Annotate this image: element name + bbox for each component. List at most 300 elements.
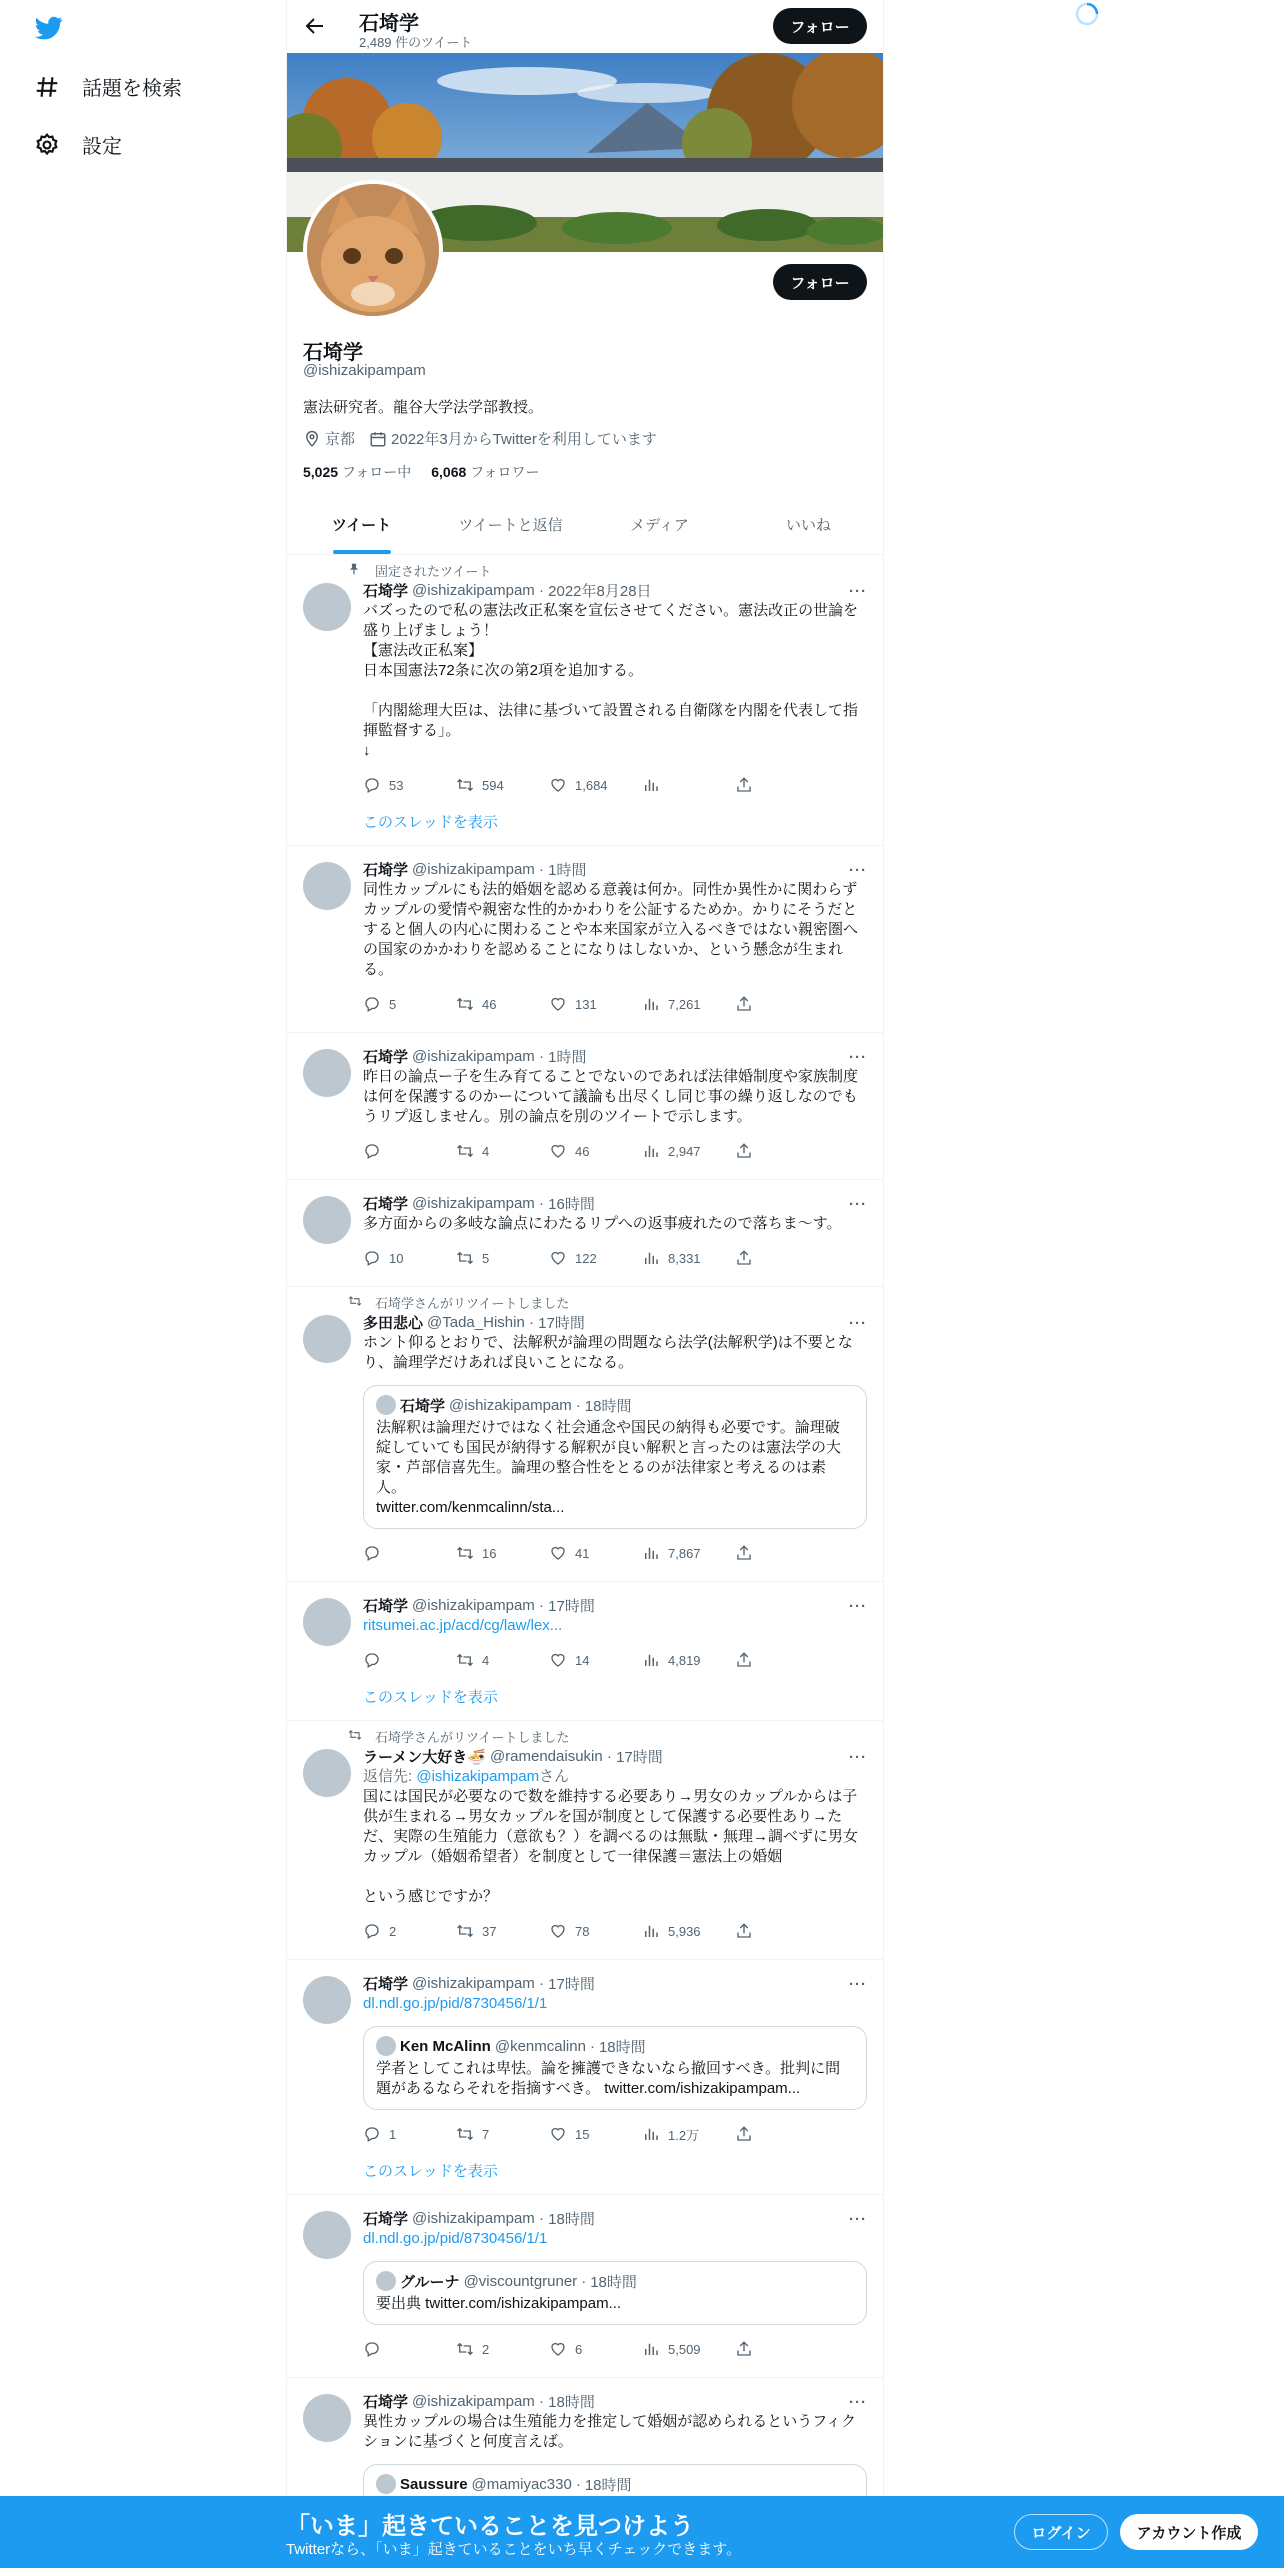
tweet-author-name[interactable]: ラーメン大好き🍜	[363, 1748, 486, 1766]
reply-count: 2	[389, 1923, 397, 1939]
followers-stat[interactable]	[431, 462, 539, 482]
tweet-time[interactable]: 18時間	[548, 2393, 595, 2411]
tweet-separator: ·	[534, 2392, 549, 2410]
tweet-header	[363, 1045, 867, 1067]
reply-icon	[363, 1544, 381, 1562]
heart-icon	[549, 1249, 567, 1267]
tweet-actions	[363, 1911, 867, 1951]
reply-button[interactable]	[363, 995, 456, 1013]
tweet-spacer	[363, 1171, 867, 1179]
share-button[interactable]	[735, 776, 828, 794]
nav-explore-label: 話題を検索	[82, 78, 182, 100]
profile-location	[303, 428, 355, 449]
retweet-icon	[456, 1922, 474, 1940]
retweet-button[interactable]	[456, 1142, 549, 1160]
quoted-avatar	[376, 2271, 396, 2291]
reply-count: 1	[389, 2126, 397, 2142]
quoted-separator: ·	[575, 2475, 581, 2493]
heart-icon	[549, 776, 567, 794]
tweet-header	[363, 2207, 867, 2229]
tweet-author-handle[interactable]: @ishizakipampam	[412, 1194, 535, 1212]
views-button[interactable]	[642, 776, 735, 794]
hashtag-icon	[34, 74, 60, 100]
tweet-header	[363, 858, 867, 880]
header-follow-button[interactable]: フォロー	[773, 8, 867, 44]
heart-icon	[549, 2340, 567, 2358]
reply-count: 10	[389, 1250, 404, 1266]
like-count: 46	[575, 1143, 590, 1159]
quoted-author-handle: @viscountgruner	[463, 2272, 578, 2290]
reply-button[interactable]	[363, 2125, 456, 2143]
reply-icon	[363, 2125, 381, 2143]
views-button[interactable]	[642, 1544, 735, 1562]
tweet-actions	[363, 1131, 867, 1171]
quoted-separator: ·	[575, 1396, 581, 1414]
retweet-icon	[456, 1142, 474, 1160]
profile-header	[287, 0, 883, 53]
share-button[interactable]	[735, 1922, 828, 1940]
tweet-header	[363, 1745, 867, 1767]
like-button[interactable]	[549, 995, 642, 1013]
tweet-text: 昨日の論点ー子を生み育てることでないのであれば法律婚制度や家族制度は何を保護するのかーについて議論も出尽くし同じ事の繰り返しなのでもうリプ返しません。別の論点を別のツイートで示します。	[363, 1068, 859, 1125]
tweet-separator: ·	[534, 1047, 549, 1065]
share-button[interactable]	[735, 1651, 828, 1669]
tweet-separator: ·	[524, 1313, 539, 1331]
tweet[interactable]	[287, 1721, 883, 1960]
retweet-button[interactable]	[456, 2125, 549, 2143]
tweet-actions	[363, 2329, 867, 2369]
tweet-spacer	[363, 1278, 867, 1286]
retweet-button[interactable]	[456, 776, 549, 794]
tweet-spacer	[363, 1951, 867, 1959]
like-count: 78	[575, 1923, 590, 1939]
tweet[interactable]	[287, 846, 883, 1033]
header-tweet-count: 2,489 件のツイート	[359, 35, 473, 50]
view-count: 7,261	[668, 996, 701, 1012]
like-button[interactable]	[549, 2125, 642, 2143]
tweet-author-handle[interactable]: @ishizakipampam	[412, 1974, 535, 1992]
quoted-tweet[interactable]	[363, 1385, 867, 1529]
retweet-icon	[456, 2340, 474, 2358]
tab-tweets[interactable]: ツイート	[287, 502, 436, 554]
quoted-tweet-header	[376, 2035, 854, 2057]
reply-handle-link[interactable]: @ishizakipampam	[416, 1768, 540, 1785]
quoted-avatar	[376, 2474, 396, 2494]
tweet-header	[363, 1594, 867, 1616]
tweet-author-name[interactable]: 石埼学	[363, 1975, 409, 1993]
reply-icon	[363, 995, 381, 1013]
more-options-icon[interactable]: ···	[849, 1315, 867, 1332]
profile-location-text: 京都	[325, 431, 356, 448]
nav-explore[interactable]	[34, 72, 182, 101]
view-count: 7,867	[668, 1545, 701, 1561]
retweet-count: 5	[482, 1250, 490, 1266]
back-arrow-icon[interactable]	[303, 14, 327, 38]
tweet-actions	[363, 1533, 867, 1573]
retweet-button[interactable]	[456, 2340, 549, 2358]
share-icon	[735, 1249, 753, 1267]
tab-likes[interactable]: いいね	[785, 517, 831, 534]
reply-button[interactable]	[363, 1544, 456, 1562]
signup-banner-subtitle: Twitterなら、「いま」起きていることをいち早くチェックできます。	[286, 2541, 742, 2558]
loading-spinner-icon	[1074, 1, 1100, 27]
retweet-icon	[456, 2125, 474, 2143]
tweet-spacer	[363, 1573, 867, 1581]
reply-button[interactable]	[363, 776, 456, 794]
retweet-icon	[456, 1651, 474, 1669]
reply-to-line	[363, 1767, 867, 1787]
quoted-tweet[interactable]	[363, 2261, 867, 2325]
quoted-tweet-header	[376, 2270, 854, 2292]
share-icon	[735, 2340, 753, 2358]
quoted-tweet[interactable]	[363, 2026, 867, 2110]
reply-button[interactable]	[363, 1249, 456, 1267]
tweet-separator: ·	[534, 581, 549, 599]
tweet-author-handle[interactable]: @Tada_Hishin	[427, 1313, 525, 1331]
tab-tweets-replies[interactable]: ツイートと返信	[458, 517, 563, 534]
tweet[interactable]	[287, 1960, 883, 2195]
share-button[interactable]	[735, 995, 828, 1013]
retweet-count: 16	[482, 1545, 497, 1561]
tweet-actions	[363, 984, 867, 1024]
retweet-icon	[456, 995, 474, 1013]
tweet-time[interactable]: 1時間	[548, 861, 587, 879]
views-button[interactable]	[642, 1651, 735, 1669]
tweet[interactable]	[287, 1287, 883, 1582]
views-chart-icon	[642, 776, 660, 794]
tweet-time[interactable]: 18時間	[548, 2210, 595, 2228]
quoted-separator: ·	[589, 2037, 595, 2055]
calendar-icon	[369, 430, 387, 448]
more-options-icon[interactable]: ···	[849, 1749, 867, 1766]
view-count: 4,819	[668, 1652, 701, 1668]
twitter-logo-icon[interactable]	[34, 14, 64, 42]
reply-icon	[363, 1651, 381, 1669]
like-button[interactable]	[549, 1544, 642, 1562]
quoted-tweet-header	[376, 2473, 854, 2495]
tweet-spacer	[363, 2369, 867, 2377]
like-count: 14	[575, 1652, 590, 1668]
following-stat[interactable]	[303, 462, 411, 482]
like-button[interactable]	[549, 1249, 642, 1267]
retweet-count: 37	[482, 1923, 497, 1939]
views-button[interactable]	[642, 1922, 735, 1940]
heart-icon	[549, 2125, 567, 2143]
tweet-author-handle[interactable]: @ishizakipampam	[412, 1047, 535, 1065]
tweet-text: 国には国民が必要なので数を維持する必要あり→男女のカップルからは子供が生まれる→男女カップルを国が制度として保護する必要性あり→ただ、実際の生殖能力（意欲も？）を調べるのは無駄・無理→調べずに男女カップル（婚姻希望者）を制度として一律保護＝憲法上の婚姻 という感じですか？	[363, 1788, 859, 1905]
views-chart-icon	[642, 1922, 660, 1940]
tweet-time[interactable]: 2022年8月28日	[548, 582, 652, 600]
tweet-author-name[interactable]: 石埼学	[363, 1048, 409, 1066]
profile-stats	[303, 462, 540, 482]
tweet-text: 異性カップルの場合は生殖能力を推定して婚姻が認められるというフィクションに基づくと何度言えば。	[363, 2413, 857, 2450]
tweet-time[interactable]: 17時間	[548, 1597, 595, 1615]
tweet-author-handle[interactable]: @ishizakipampam	[412, 581, 535, 599]
tweet-time[interactable]: 1時間	[548, 1048, 587, 1066]
retweet-icon	[347, 1728, 363, 1742]
like-button[interactable]	[549, 1651, 642, 1669]
share-button[interactable]	[735, 1544, 828, 1562]
share-icon	[735, 995, 753, 1013]
retweet-button[interactable]	[456, 995, 549, 1013]
retweet-icon	[456, 1544, 474, 1562]
tweet[interactable]	[287, 1033, 883, 1180]
nav-settings-label: 設定	[82, 136, 122, 158]
share-icon	[735, 1922, 753, 1940]
retweet-count: 594	[482, 777, 504, 793]
more-options-icon[interactable]: ···	[849, 2211, 867, 2228]
tweet-author-name[interactable]: 多田悲心	[363, 1314, 424, 1332]
tweet-text: バズったので私の憲法改正私案を宣伝させてください。憲法改正の世論を盛り上げましょう！ 【憲法改正私案】 日本国憲法72条に次の第2項を追加する。 「内閣総理大臣は、法律に基づいて設置される自衛隊を内閣を代表して指揮監督する」。 ↓	[363, 602, 859, 759]
heart-icon	[549, 1922, 567, 1940]
tweet-actions	[363, 1640, 867, 1680]
quoted-time: 18時間	[584, 1397, 632, 1415]
reply-button[interactable]	[363, 1651, 456, 1669]
retweet-button[interactable]	[456, 1651, 549, 1669]
share-icon	[735, 776, 753, 794]
quoted-tweet-text: 法解釈は論理だけではなく社会通念や国民の納得も必要です。論理破綻していても国民が納得する解釈が良い解釈と言ったのは憲法学の大家・芦部信喜先生。論理の整合性をとるのが法律家と考えるのは素人。 twitter.com/kenmcalinn/sta...	[376, 1419, 842, 1516]
more-options-icon[interactable]: ···	[849, 2394, 867, 2411]
like-button[interactable]	[549, 1142, 642, 1160]
share-icon	[735, 2125, 753, 2143]
quoted-author-handle: @mamiyac330	[471, 2475, 572, 2493]
more-options-icon[interactable]: ···	[849, 1598, 867, 1615]
nav-settings[interactable]	[34, 130, 122, 159]
reply-button[interactable]	[363, 2340, 456, 2358]
tweet-link[interactable]: dl.ndl.go.jp/pid/8730456/1/1	[363, 2230, 548, 2247]
header-name: 石埼学	[359, 13, 419, 35]
views-chart-icon	[642, 2125, 660, 2143]
retweet-count: 2	[482, 2341, 490, 2357]
following-label: フォロー中	[341, 464, 412, 480]
more-options-icon[interactable]: ···	[849, 1049, 867, 1066]
retweet-icon	[456, 776, 474, 794]
signup-banner	[0, 2496, 1284, 2568]
reply-count: 53	[389, 777, 404, 793]
tweet-author-handle[interactable]: @ishizakipampam	[412, 860, 535, 878]
profile-joined-text: 2022年3月からTwitterを利用しています	[391, 431, 657, 448]
more-options-icon[interactable]: ···	[849, 862, 867, 879]
avatar[interactable]	[303, 583, 351, 631]
avatar[interactable]	[303, 1976, 351, 2024]
views-chart-icon	[642, 1142, 660, 1160]
profile-joined	[369, 428, 657, 449]
tweet-context-text: 石埼学さんがリツイートしました	[375, 1730, 570, 1745]
share-button[interactable]	[735, 2125, 828, 2143]
share-button[interactable]	[735, 1249, 828, 1267]
tweet-header	[363, 1311, 867, 1333]
views-button[interactable]	[642, 2340, 735, 2358]
reply-suffix: さん	[539, 1768, 570, 1785]
tweet-actions	[363, 2114, 867, 2154]
tweet[interactable]	[287, 1582, 883, 1721]
like-count: 122	[575, 1250, 597, 1266]
quoted-tweet-text: 学者としてこれは卑怯。論を擁護できないなら撤回すべき。批判に問題があるならそれを指摘すべき。 twitter.com/ishizakipampam...	[376, 2060, 841, 2097]
avatar[interactable]	[303, 2211, 351, 2259]
tweet-separator: ·	[534, 860, 549, 878]
main-column	[286, 0, 884, 2568]
quoted-separator: ·	[581, 2272, 587, 2290]
quoted-time: 18時間	[598, 2038, 646, 2056]
views-chart-icon	[642, 1249, 660, 1267]
tweet[interactable]	[287, 1180, 883, 1287]
tweet-context-text: 石埼学さんがリツイートしました	[375, 1296, 570, 1311]
share-icon	[735, 1142, 753, 1160]
view-count: 2,947	[668, 1143, 701, 1159]
tweet-context	[375, 559, 867, 579]
tweet-author-handle[interactable]: @ishizakipampam	[412, 2209, 535, 2227]
tweet-context-text: 固定されたツイート	[375, 564, 492, 579]
tweet-spacer	[363, 1024, 867, 1032]
tweet-actions	[363, 765, 867, 805]
like-count: 1,684	[575, 777, 608, 793]
login-button[interactable]: ログイン	[1014, 2514, 1108, 2550]
heart-icon	[549, 995, 567, 1013]
reply-button[interactable]	[363, 1142, 456, 1160]
profile-follow-button[interactable]: フォロー	[773, 264, 867, 300]
tweet-author-handle[interactable]: @ishizakipampam	[412, 2392, 535, 2410]
reply-icon	[363, 1142, 381, 1160]
cat-avatar-image	[307, 184, 439, 316]
retweet-count: 7	[482, 2126, 490, 2142]
views-button[interactable]	[642, 1249, 735, 1267]
tweet-time[interactable]: 17時間	[538, 1314, 585, 1332]
avatar[interactable]	[303, 1598, 351, 1646]
following-count: 5,025	[303, 464, 339, 480]
profile-handle: @ishizakipampam	[303, 362, 426, 379]
tweet-author-name[interactable]: 石埼学	[363, 1597, 409, 1615]
view-count: 5,936	[668, 1923, 701, 1939]
tweet-time[interactable]: 17時間	[548, 1975, 595, 1993]
retweet-button[interactable]	[456, 1922, 549, 1940]
views-button[interactable]	[642, 1142, 735, 1160]
retweet-icon	[347, 1294, 363, 1308]
view-count: 5,509	[668, 2341, 701, 2357]
retweet-button[interactable]	[456, 1544, 549, 1562]
tweet-author-handle[interactable]: @ramendaisukin	[489, 1747, 603, 1765]
tweet-link[interactable]: dl.ndl.go.jp/pid/8730456/1/1	[363, 1995, 548, 2012]
quoted-author-name: 石埼学	[400, 1397, 446, 1415]
retweet-count: 46	[482, 996, 497, 1012]
avatar[interactable]	[303, 1315, 351, 1363]
retweet-icon	[456, 1249, 474, 1267]
quoted-tweet-header	[376, 1394, 854, 1416]
views-chart-icon	[642, 2340, 660, 2358]
tweet-context	[375, 1291, 867, 1311]
followers-count: 6,068	[431, 464, 467, 480]
views-chart-icon	[642, 1651, 660, 1669]
tweet-text: 同性カップルにも法的婚姻を認める意義は何か。同性か異性かに関わらずカップルの愛情や親密な性的かかわりを公証するためか。かりにそうだとすると個人の内心に関わることや本来国家が立入るべきではない親密圏への国家のかかわりを認めることになりはしないか、という懸念が生まれる。	[363, 881, 859, 978]
quoted-author-handle: @kenmcalinn	[494, 2037, 586, 2055]
tweet-author-name[interactable]: 石埼学	[363, 1195, 409, 1213]
profile-name: 石埼学	[303, 342, 363, 364]
view-count: 1.2万	[668, 2127, 700, 2143]
tweet-author-name[interactable]: 石埼学	[363, 2210, 409, 2228]
more-options-icon[interactable]: ···	[849, 1196, 867, 1213]
view-count: 8,331	[668, 1250, 701, 1266]
like-count: 15	[575, 2126, 590, 2142]
quoted-time: 18時間	[584, 2476, 632, 2494]
like-count: 41	[575, 1545, 590, 1561]
signup-button[interactable]: アカウント作成	[1120, 2514, 1258, 2550]
profile-tabs	[287, 502, 883, 555]
avatar[interactable]	[303, 862, 351, 910]
followers-label: フォロワー	[470, 464, 540, 480]
quoted-time: 18時間	[590, 2273, 637, 2291]
more-options-icon[interactable]: ···	[849, 1976, 867, 1993]
reply-button[interactable]	[363, 1922, 456, 1940]
tweet-text: 多方面からの多岐な論点にわたるリプへの返事疲れたので落ちま～す。	[363, 1215, 842, 1232]
like-button[interactable]	[549, 2340, 642, 2358]
views-button[interactable]	[642, 2125, 735, 2144]
tweet-feed	[287, 555, 883, 2568]
location-pin-icon	[303, 430, 321, 448]
retweet-button[interactable]	[456, 1249, 549, 1267]
retweet-count: 4	[482, 1652, 490, 1668]
gear-icon	[34, 132, 60, 158]
avatar[interactable]	[303, 1049, 351, 1097]
tweet-author-name[interactable]: 石埼学	[363, 861, 409, 879]
show-thread-link[interactable]: このスレッドを表示	[363, 814, 498, 831]
like-button[interactable]	[549, 776, 642, 794]
quoted-author-name: Ken McAlinn	[400, 2037, 491, 2055]
tweet-time[interactable]: 16時間	[548, 1195, 595, 1213]
tweet-header	[363, 1192, 867, 1214]
tweet-context	[375, 1725, 867, 1745]
tweet-header	[363, 2390, 867, 2412]
tweet-header	[363, 579, 867, 601]
tweet-link[interactable]: ritsumei.ac.jp/acd/cg/law/lex...	[363, 1617, 563, 1634]
views-button[interactable]	[642, 995, 735, 1013]
profile-avatar[interactable]	[303, 180, 443, 320]
avatar[interactable]	[303, 1749, 351, 1797]
tweet-author-name[interactable]: 石埼学	[363, 2393, 409, 2411]
reply-icon	[363, 2340, 381, 2358]
heart-icon	[549, 1142, 567, 1160]
tweet-time[interactable]: 17時間	[616, 1748, 663, 1766]
tweet-separator: ·	[534, 1194, 549, 1212]
like-count: 6	[575, 2341, 583, 2357]
show-thread-link[interactable]: このスレッドを表示	[363, 2163, 498, 2180]
tweet[interactable]	[287, 555, 883, 846]
more-options-icon[interactable]: ···	[849, 583, 867, 600]
avatar[interactable]	[303, 2394, 351, 2442]
reply-icon	[363, 1249, 381, 1267]
like-count: 131	[575, 996, 597, 1012]
tab-media[interactable]: メディア	[630, 517, 689, 534]
tweet-author-handle[interactable]: @ishizakipampam	[412, 1596, 535, 1614]
tweet-actions	[363, 1238, 867, 1278]
tweet-text: ホント仰るとおりで、法解釈が論理の問題なら法学(法解釈学)は不要となり、論理学だけあれば良いことになる。	[363, 1334, 853, 1371]
tweet[interactable]	[287, 2195, 883, 2378]
quoted-avatar	[376, 1395, 396, 1415]
reply-count: 5	[389, 996, 397, 1012]
tweet-author-name[interactable]: 石埼学	[363, 582, 409, 600]
like-button[interactable]	[549, 1922, 642, 1940]
share-button[interactable]	[735, 1142, 828, 1160]
quoted-author-handle: @ishizakipampam	[449, 1396, 572, 1414]
profile-meta	[303, 428, 657, 449]
show-thread-link[interactable]: このスレッドを表示	[363, 1689, 498, 1706]
avatar[interactable]	[303, 1196, 351, 1244]
pin-icon	[347, 562, 361, 576]
views-chart-icon	[642, 1544, 660, 1562]
reply-icon	[363, 776, 381, 794]
tweet-separator: ·	[534, 1596, 549, 1614]
share-button[interactable]	[735, 2340, 828, 2358]
quoted-tweet-text: 要出典 twitter.com/ishizakipampam...	[376, 2295, 622, 2312]
share-icon	[735, 1651, 753, 1669]
